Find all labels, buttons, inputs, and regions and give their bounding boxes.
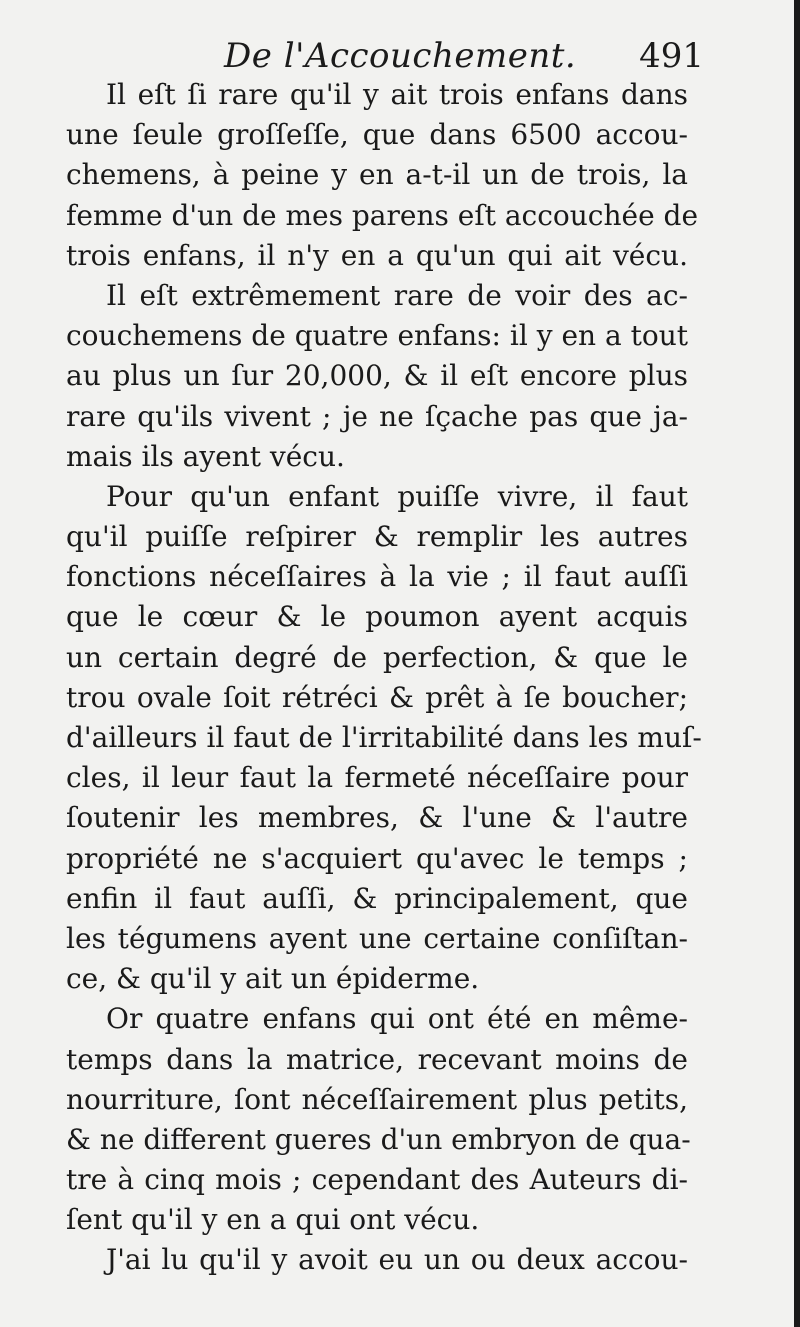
text-line: couchemens de quatre enfans: il y en a tout [66, 319, 688, 353]
text-line: un certain degré de perfection, & que le [66, 640, 688, 674]
text-line: femme d'un de mes parens eſt accouchée de [66, 198, 699, 232]
text-line: qu'il puiſſe reſpirer & remplir les autres [66, 520, 688, 554]
text-line: & ne different gueres d'un embryon de qua- [66, 1122, 691, 1156]
text-line: mais ils ayent vécu. [66, 439, 345, 473]
text-line: tre à cinq mois ; cependant des Auteurs di- [66, 1163, 688, 1197]
text-line: J'ai lu qu'il y avoit eu un ou deux accou- [106, 1243, 688, 1277]
paragraph [66, 276, 688, 477]
text-line: une ſeule groſſeſſe, que dans 6500 accou- [66, 118, 688, 152]
running-title: De l'Accouchement. [224, 36, 577, 76]
paragraph [66, 477, 702, 999]
text-line: Or quatre enfans qui ont été en même- [106, 1002, 688, 1036]
text-line: que le cœur & le poumon ayent acquis [66, 600, 688, 634]
text-line: ſent qu'il y en a qui ont vécu. [66, 1203, 480, 1237]
text-line: Pour qu'un enfant puiſſe vivre, il faut [106, 479, 688, 513]
text-line: rare qu'ils vivent ; je ne ſçache pas que ja- [66, 399, 688, 433]
text-line: d'ailleurs il faut de l'irritabilité dans les muſ- [66, 721, 702, 754]
text-line: nourriture, ſont néceſſairement plus petits, [66, 1082, 688, 1116]
text-line: ce, & qu'il y ait un épiderme. [66, 962, 480, 996]
paragraph [66, 999, 691, 1240]
text-line: chemens, à peine y en a-t-il un de trois, la [66, 158, 688, 192]
text-line: propriété ne s'acquiert qu'avec le temps ; [66, 841, 688, 875]
text-line: au plus un ſur 20,000, & il eſt encore plus [66, 359, 688, 393]
paragraph [66, 1240, 688, 1280]
text-line: enfin il faut auſſi, & principalement, que [66, 881, 688, 915]
text-line: Il eſt ſi rare qu'il y ait trois enfans dans [106, 78, 688, 111]
text-line: trou ovale ſoit rétréci & prêt à ſe boucher; [66, 680, 688, 714]
paragraph [66, 75, 699, 276]
text-line: les tégumens ayent une certaine conſiſtan- [66, 921, 688, 955]
page-number: 491 [639, 36, 704, 76]
body-text [66, 75, 702, 1281]
text-line: ſoutenir les membres, & l'une & l'autre [66, 801, 688, 835]
text-line: cles, il leur faut la fermeté néceſſaire pour [66, 761, 688, 795]
text-line: trois enfans, il n'y en a qu'un qui ait vécu. [66, 238, 688, 272]
text-line: Il eſt extrêmement rare de voir des ac- [106, 278, 688, 312]
text-line: fonctions néceſſaires à la vie ; il faut auſſi [66, 560, 688, 594]
text-line: temps dans la matrice, recevant moins de [66, 1042, 688, 1076]
